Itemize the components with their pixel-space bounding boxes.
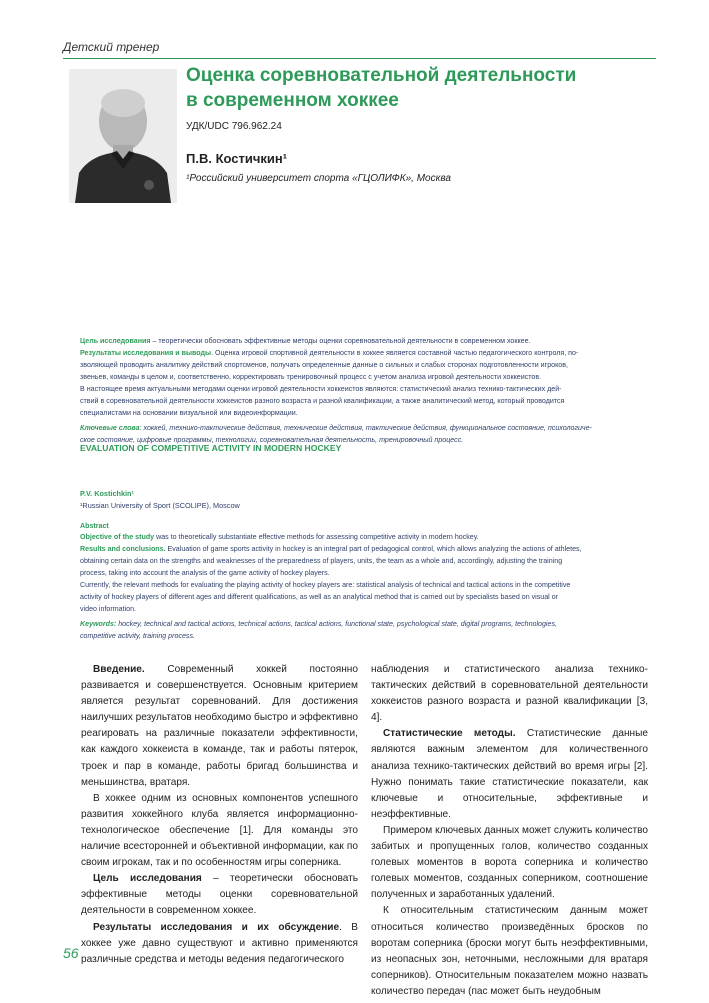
abstract-en-results-line-1: Evaluation of game sports activity in hockey is an integral part of pedagogical control, which allows analyzing the actions of athletes, [165,545,582,553]
paragraph [81,871,358,919]
author-portrait-illustration [69,69,177,203]
abstract-en-objective-label: Objective of the study [80,533,155,541]
stat-methods-text: Статистические данные являются важным элементом для количественного анализа технико-тактических действий во время игры [2]. Нужно понимать такие статистические показатели, как ключевые и относительные, эффективные и неэффективные. [371,728,648,820]
abstract-en-keywords-text: hockey, technical and tactical actions, technical actions, tactical actions, functional state, psychological state, digital programs, technologies, [116,620,557,628]
author-name: П.В. Костичкин¹ [186,151,288,166]
abstract-en-keywords [80,619,655,631]
abstract-ru-results-line: ствий в соревновательной деятельности хоккеистов разного возраста и разной квалификации, а также аналитический метод, который проводится [80,397,565,405]
abstract-ru-results-line-1: . Оценка игровой спортивной деятельности в хоккее является составной частью педагогического контроля, по- [211,349,579,357]
abstract-en-results-line: process, taking into account the analysis of the game activity of hockey players. [80,569,330,577]
body-column-right [371,662,648,1000]
abstract-en-results-line: Currently, the relevant methods for evaluating the playing activity of hockey players are: statistical analysis of technical and tactical actions in the competitive [80,581,571,589]
abstract-en-results-line [80,544,655,556]
abstract-ru-objective-text: – теоретически обосновать эффективные методы оценки соревновательной деятельности в современном хоккее. [150,337,531,345]
body-column-left [81,662,358,968]
abstract-en-heading: Abstract [80,522,109,530]
abstract-en-affiliation: ¹Russian University of Sport (SCOLIPE), Moscow [80,501,240,510]
abstract-en-results-line: obtaining certain data on the strengths and weaknesses of the preparedness of players, units, the team as a whole and, accordingly, adjusting the training [80,557,563,565]
abstract-ru-results-line: звеньев, команды в целом и, соответственно, корректировать тренировочный процесс с учетом анализа игровой деятельности хоккеистов. [80,373,542,381]
abstract-en-results-label: Results and conclusions. [80,545,166,553]
abstract-ru-results-label: Результаты исследования и выводы [80,349,212,357]
udc-code: УДК/UDC 796.962.24 [186,121,282,132]
abstract-ru-results-line: специалистами на основании визуальной или видеоинформации. [80,409,298,417]
author-portrait [69,69,177,203]
paragraph: наблюдения и статистического анализа технико-тактических действий в соревновательной деятельности хоккеистов разного возраста и разной квалификации [3, 4]. [371,664,648,724]
abstract-en-label [80,521,655,533]
article-title-line-1: Оценка соревновательной деятельности [186,65,577,86]
abstract-ru-results-line [80,348,655,360]
paragraph [371,726,648,823]
abstract-en-objective-text: was to theoretically substantiate effective methods for assessing competitive activity in modern hockey. [154,533,479,541]
abstract-ru-results-line: В настоящее время актуальными методами оценки игровой деятельности хоккеистов являются: статистический анализ технико-тактических дей- [80,385,562,393]
abstract-en-title: EVALUATION OF COMPETITIVE ACTIVITY IN MODERN HOCKEY [80,443,342,453]
stat-methods-label: Статистические методы. [383,728,516,740]
abstract-en-results-line: video information. [80,605,136,613]
goal-label: Цель исследования [93,873,202,885]
results-label: Результаты исследования и их обсуждение [93,921,340,933]
abstract-ru-keywords-text: : хоккей, технико-тактические действия, технические действия, тактические действия, функциональное состояние, психологиче- [139,424,592,432]
intro-label: Введение. [93,664,145,675]
page-number: 56 [63,945,79,961]
abstract-en-keywords-label: Keywords: [80,620,117,628]
abstract-ru-objective-label: Цель исследования [80,337,151,345]
article-title-line-2: в современном хоккее [186,90,399,111]
results-text: . В хоккее уже давно существуют и активно применяются различные средства и методы ведения педагогического [81,921,358,965]
abstract-en-objective [80,532,655,544]
header-rule [63,58,656,59]
abstract-ru-keywords-line-2: ское состояние, цифровые программы, технологии, соревновательная деятельность, тренировочный процесс. [80,436,464,444]
article-title [186,63,626,113]
paragraph: К относительным статистическим данным может относиться количество произведённых бросков по воротам соперника (броски могут быть неэффективными, из неопасных зон, неточными, несложными для вратаря соперников). Относительным показателем можно назвать количество передач (пас может быть неудобным [371,905,648,997]
paragraph: Примером ключевых данных может служить количество забитых и пропущенных голов, количество созданных голевых моментов в ворота соперника и количество голевых моментов, созданных соперником, соотношение полученных и заработанных удалений. [371,824,648,901]
running-header: Детский тренер [63,40,160,54]
abstract-ru-results-line: зволяющей проводить аналитику действий спортсменов, получать определенные данные о сильных и слабых сторонах подготовленности игроков, [80,361,568,369]
abstract-en-keywords-line-2: competitive activity, training process. [80,632,195,640]
paragraph: В хоккее одним из основных компонентов успешного развития хоккейного клуба является информационно-технологическое обеспечение [1]. Для команды это наличие всесторонней и объективной информации, как по своим игрокам, так и по особенностям игры соперника. [81,792,358,869]
abstract-en-results-line: activity of hockey players of different ages and different qualifications, as well as an analytical method that is carried out by specialists based on visual or [80,593,559,601]
intro-text: Современный хоккей постоянно развивается и совершенствуется. Основным критерием является результат соревнований. Для достижения наилучших результатов необходимо быстро и эффективно реагировать на различные показатели эффективности, как каждого хоккеиста в команде, так и работы пятерок, троек и пар в команде, работы бригад большинства и меньшинства, вратаря. [81,664,358,788]
abstract-ru-keywords [80,423,655,435]
author-affiliation: ¹Российский университет спорта «ГЦОЛИФК», Москва [186,173,451,184]
abstract-ru-objective [80,336,655,348]
paragraph [81,662,358,791]
abstract-ru-keywords-label: Ключевые слова [80,424,140,432]
abstract-en-author: P.V. Kostichkin¹ [80,489,134,498]
paragraph [81,920,358,968]
goal-text: – теоретически обосновать эффективные методы оценки соревновательной деятельности в современном хоккее. [81,873,358,917]
